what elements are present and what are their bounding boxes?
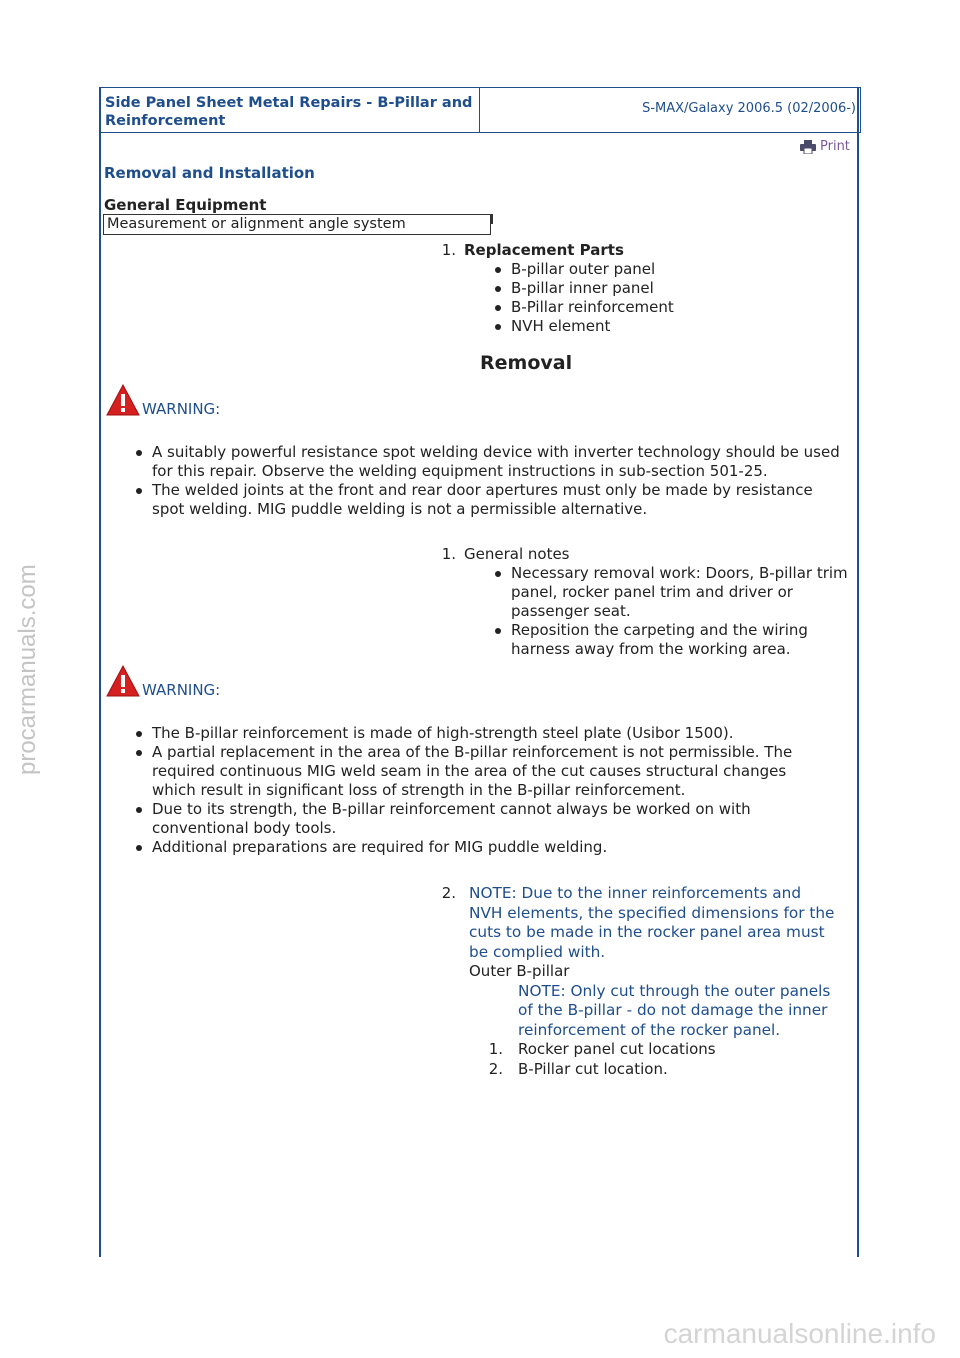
- document-title: Side Panel Sheet Metal Repairs - B-Pillar and Reinforcement: [100, 88, 480, 132]
- step-2: [420, 884, 845, 1079]
- step-number: 2.: [441, 884, 456, 902]
- step-subnote: NOTE: Only cut through the outer panels of the B-pillar - do not damage the inner reinforcement of the rocker panel.: [518, 981, 831, 1039]
- equipment-table-cell: Measurement or alignment angle system: [103, 214, 491, 235]
- warning-icon: [106, 665, 140, 697]
- side-watermark: procarmanuals.com: [14, 564, 41, 775]
- print-link[interactable]: [800, 139, 850, 154]
- equipment-heading: General Equipment: [104, 196, 267, 214]
- list-item: The B-pillar reinforcement is made of high-strength steel plate (Usibor 1500).: [134, 724, 834, 743]
- table-edge: [491, 214, 493, 224]
- printer-icon: [800, 140, 816, 154]
- list-item: A suitably powerful resistance spot welding device with inverter technology should be used for this repair. Observe the welding equipment instructions in sub-section 501-25.: [134, 443, 844, 481]
- list-item: B-pillar outer panel: [493, 260, 850, 279]
- item-text: B-Pillar cut location.: [518, 1059, 668, 1078]
- list-item: B-pillar inner panel: [493, 279, 850, 298]
- step-1: [420, 545, 850, 659]
- warning-2-list: [134, 724, 834, 857]
- list-item: Additional preparations are required for MIG puddle welding.: [134, 838, 834, 857]
- warning-icon: [106, 384, 140, 416]
- document-header: [99, 87, 861, 133]
- replacement-list: [493, 260, 850, 336]
- section-title: Removal and Installation: [104, 164, 315, 182]
- vehicle-model: S-MAX/Galaxy 2006.5 (02/2006-): [642, 101, 856, 116]
- step-note: NOTE: Due to the inner reinforcements and NVH elements, the specified dimensions for the cuts to be made in the rocker panel area must be complied with.: [469, 884, 835, 961]
- item-number: 2.: [488, 1059, 503, 1078]
- item-number: 1.: [488, 1040, 503, 1058]
- step-number: 1.: [441, 545, 456, 563]
- list-item: Necessary removal work: Doors, B-pillar trim panel, rocker panel trim and driver or passenger seat.: [493, 564, 850, 621]
- print-label: Print: [820, 139, 850, 154]
- list-item: Reposition the carpeting and the wiring harness away from the working area.: [493, 621, 850, 659]
- replacement-heading: Replacement Parts: [464, 241, 624, 259]
- list-item: NVH element: [493, 317, 850, 336]
- list-item: A partial replacement in the area of the B-pillar reinforcement is not permissible. The required continuous MIG weld seam in the area of the cut causes structural changes which result in significant loss of strength in the B-pillar reinforcement.: [134, 743, 834, 800]
- bottom-watermark: carmanualsonline.info: [663, 1318, 936, 1349]
- removal-heading: Removal: [480, 352, 573, 374]
- list-item: B-Pillar reinforcement: [493, 298, 850, 317]
- step-title: General notes: [464, 545, 570, 563]
- item-text: Rocker panel cut locations: [518, 1040, 716, 1058]
- list-item: The welded joints at the front and rear door apertures must only be made by resistance spot welding. MIG puddle welding is not a permissible alternative.: [134, 481, 844, 519]
- warning-2: [106, 665, 220, 697]
- list-item: [469, 1040, 839, 1060]
- step-title: Outer B-pillar: [469, 962, 570, 980]
- replacement-number: 1.: [441, 241, 456, 259]
- step-1-list: [493, 564, 850, 659]
- warning-1-list: [134, 443, 844, 519]
- list-item: Due to its strength, the B-pillar reinforcement cannot always be worked on with conventional body tools.: [134, 800, 834, 838]
- warning-1: [106, 384, 220, 416]
- warning-label: WARNING:: [142, 681, 221, 699]
- warning-label: WARNING:: [142, 400, 221, 418]
- list-item: [469, 1060, 839, 1080]
- replacement-parts-block: [420, 241, 850, 336]
